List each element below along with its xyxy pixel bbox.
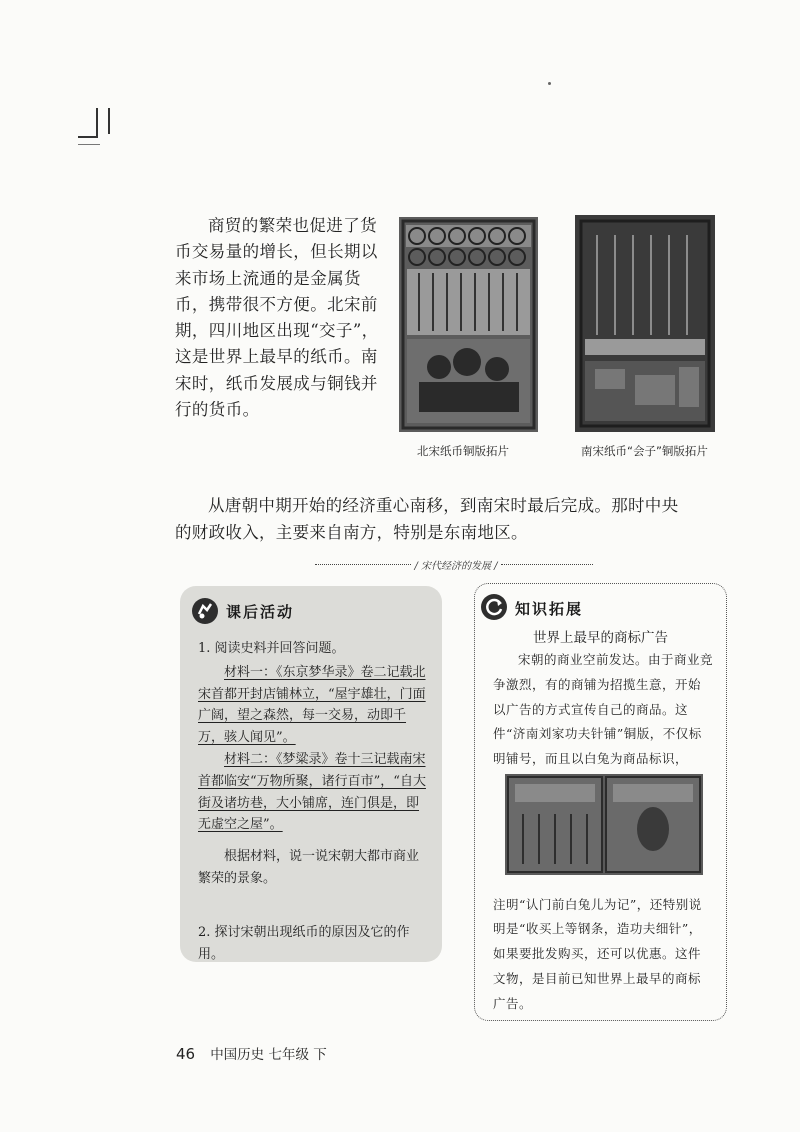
divider-line-right: [501, 564, 593, 565]
page-number: 46: [176, 1045, 196, 1063]
knowledge-subtitle: 世界上最早的商标广告: [533, 630, 668, 646]
intro-paragraph: 商贸的繁荣也促进了货币交易量的增长，但长期以来市场上流通的是金属货币，携带很不方便。北宋前期，四川地区出现“交子”，这是世界上最早的纸币。南宋时，纸币发展成与铜钱并行的货币。: [175, 216, 379, 420]
paragraph-2-text: 从唐朝中期开始的经济重心南移，到南宋时最后完成。那时中央的财政收入，主要来自南方，特别是东南地区。: [175, 496, 679, 542]
knowledge-paragraph-2: 注明“认门前白兔儿为记”，还特别说明是“收买上等钢条，造功夫细针”，如果要批发购买，还可以优惠。这件文物，是目前已知世界上最早的商标广告。: [493, 896, 702, 1011]
activity-title: 课后活动: [226, 603, 295, 621]
economic-center-paragraph: [175, 492, 695, 546]
intro-text: [175, 213, 387, 423]
knowledge-text-1: [493, 648, 713, 772]
jinan-liu-needle-shop-plate-image: [505, 774, 703, 875]
figure-caption-northern-song: 北宋纸币铜版拓片: [417, 444, 509, 458]
activity-prompt: 根据材料，说一说宋朝大都市商业繁荣的景象。: [198, 849, 420, 886]
figure-caption-southern-song: 南宋纸币“会子”铜版拓片: [581, 444, 708, 458]
page-footer: [176, 1043, 327, 1063]
knowledge-paragraph-1: 宋朝的商业空前发达。由于商业竞争激烈，有的商铺为招揽生意，开始以广告的方式宣传自己的商品。这件“济南刘家功夫针铺”铜版，不仅标明铺号，而且以白兔为商品标识，: [493, 652, 714, 767]
knowledge-title: 知识拓展: [515, 600, 584, 618]
after-class-activity-box: [180, 586, 442, 962]
knowledge-text-2: [493, 880, 713, 1029]
question-2: 2. 探讨宋朝出现纸币的原因及它的作用。: [198, 924, 410, 962]
book-title: 中国历史 七年级 下: [210, 1047, 327, 1063]
activity-icon: [192, 598, 218, 624]
corner-crop-mark: [78, 108, 138, 148]
southern-song-huizi-rubbing: [575, 215, 715, 432]
divider-line-left: [315, 564, 411, 565]
question-1: 1. 阅读史料并回答问题。: [198, 641, 345, 656]
activity-body: [198, 638, 430, 965]
refresh-arrow-icon: [481, 594, 507, 620]
material-2: [198, 749, 430, 836]
northern-song-banknote-rubbing: [399, 217, 538, 432]
section-divider: [315, 557, 593, 571]
material-1-text: 材料一：《东京梦华录》卷二记载北宋首都开封店铺林立，“屋宇雄壮，门面广阔，望之森然，每一交易，动即千万，骇人闻见”。: [198, 664, 426, 746]
material-2-text: 材料二：《梦粱录》卷十三记载南宋首都临安“万物所聚，诸行百市”，“自大街及诸坊巷，大小铺席，连门俱是，即无虚空之屋”。: [198, 751, 426, 833]
material-1: [198, 662, 430, 749]
knowledge-extension-box: [474, 583, 727, 1021]
divider-label: / 宋代经济的发展 /: [411, 557, 501, 572]
scan-speck: [548, 82, 551, 85]
